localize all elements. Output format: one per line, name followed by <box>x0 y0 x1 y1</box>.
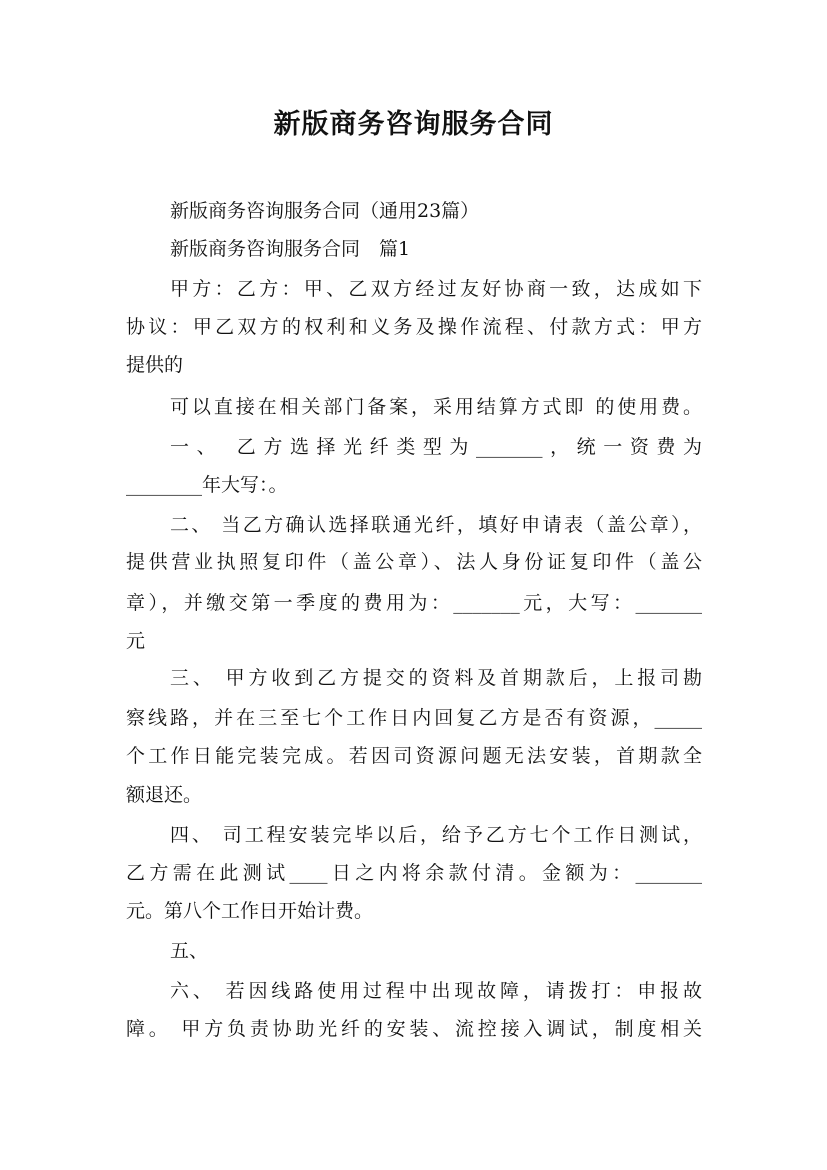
body-line: 五、 <box>170 940 209 962</box>
body-line: 额退还。 <box>126 784 203 806</box>
body-line: 元 <box>126 630 146 652</box>
body-line: 乙方需在此测试____日之内将余款付清。金额为：_______ <box>126 862 702 884</box>
body-line: 提供营业执照复印件（盖公章）、法人身份证复印件（盖公 <box>126 551 702 573</box>
body-line: 可以直接在相关部门备案，采用结算方式即 的使用费。 <box>170 396 702 418</box>
body-line: 三、 甲方收到乙方提交的资料及首期款后，上报司勘 <box>170 667 702 689</box>
document-title: 新版商务咨询服务合同 <box>273 109 554 140</box>
body-line: 障。 甲方负责协助光纤的安装、流控接入调试，制度相关 <box>126 1018 702 1040</box>
body-line: 元。第八个工作日开始计费。 <box>126 900 374 922</box>
document-subtitle: 新版商务咨询服务合同（通用23篇） <box>170 200 480 222</box>
body-line: 察线路，并在三至七个工作日内回复乙方是否有资源，_____ <box>126 707 702 729</box>
body-line: 一、 乙方选择光纤类型为_______，统一资费为 <box>170 436 702 458</box>
body-line: 六、 若因线路使用过程中出现故障，请拨打：申报故 <box>170 980 702 1002</box>
body-line: 提供的 <box>126 354 184 376</box>
body-line: ________年大写：。 <box>126 474 288 496</box>
body-line: 甲方：乙方：甲、乙双方经过友好协商一致，达成如下 <box>170 278 702 300</box>
body-line: 协议：甲乙双方的权利和义务及操作流程、付款方式：甲方 <box>126 316 702 338</box>
body-line: 章），并缴交第一季度的费用为：_______元，大写：_______ <box>126 592 702 614</box>
section-heading: 新版商务咨询服务合同 篇1 <box>170 238 411 260</box>
body-line: 四、 司工程安装完毕以后，给予乙方七个工作日测试， <box>170 824 702 846</box>
body-line: 二、 当乙方确认选择联通光纤，填好申请表（盖公章）， <box>170 514 702 536</box>
body-line: 个工作日能完装完成。若因司资源问题无法安装，首期款全 <box>126 745 702 767</box>
